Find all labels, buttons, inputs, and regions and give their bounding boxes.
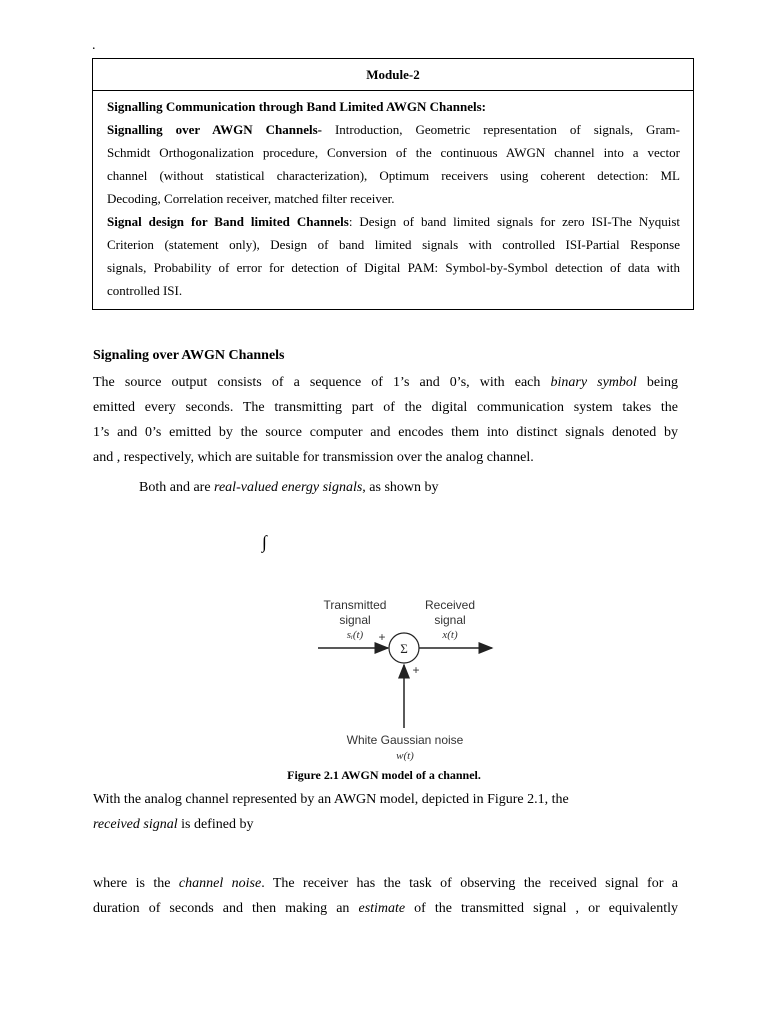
para-emphasis: received signal [93, 817, 178, 832]
plus-sign-bottom: + [412, 663, 420, 677]
para-text: being [636, 375, 679, 390]
noise-symbol: w(t) [396, 750, 414, 762]
integral-symbol: ∫ [262, 532, 267, 552]
para-text: , as shown by [362, 480, 439, 495]
para-emphasis: real-valued energy signals [214, 480, 363, 495]
para-text: emitted every seconds. The transmitting part of the digital communication system takes the [93, 400, 678, 415]
sum-symbol: Σ [400, 641, 408, 656]
syllabus-box [92, 58, 694, 310]
figure-caption: Figure 2.1 AWGN model of a channel. [287, 768, 481, 782]
para-emphasis: estimate [358, 901, 406, 916]
item-title-bandlimited: Signal design for Band limited Channels [107, 214, 349, 229]
plus-sign-left: + [378, 630, 386, 644]
para-text: and , respectively, which are suitable for transmission over the analog channel. [93, 450, 534, 465]
paragraph-source-output [93, 370, 678, 470]
rx-signal-symbol: x(t) [442, 629, 458, 641]
para-text: where is the [93, 876, 179, 891]
module-title: Module-2 [93, 59, 693, 91]
item-text: signals, Probability of error for detection of Digital PAM: Symbol-by-Symbol detection of data with [107, 260, 680, 275]
para-emphasis: binary symbol [550, 375, 637, 390]
para-text: 1’s and 0’s emitted by the source computer and encodes them into distinct signals denoted by [93, 425, 678, 440]
para-text: . The receiver has the task of observing the received signal for a [261, 876, 678, 891]
paragraph-awgn-model [93, 787, 678, 837]
item-text: channel (without statistical characterization), Optimum receivers using coherent detection: ML [107, 168, 680, 183]
syllabus-heading: Signalling Communication through Band Limited AWGN Channels: [107, 99, 487, 114]
tx-signal-symbol: sᵢ(t) [346, 629, 364, 641]
item-text: Criterion (statement only), Design of band limited signals with controlled ISI-Partial Response [107, 237, 680, 252]
paragraph-energy-signals [139, 475, 679, 500]
para-text: duration of seconds and then making an [93, 901, 359, 916]
para-text: of the transmitted signal , or equivalently [405, 901, 679, 916]
para-text: Both and are [139, 480, 215, 495]
syllabus-body [93, 91, 693, 302]
item-text: : Design of band limited signals for zero ISI-The Nyquist [348, 214, 680, 229]
tx-label-line1: Transmitted [323, 598, 387, 612]
paragraph-receiver-task [93, 871, 678, 921]
syllabus-item-bandlimited [107, 210, 680, 302]
item-title-awgn: Signalling over AWGN Channels- [107, 122, 322, 137]
item-text: Schmidt Orthogonalization procedure, Conversion of the continuous AWGN channel into a vector [107, 145, 680, 160]
page-marker: . [92, 38, 96, 53]
para-emphasis: channel noise [178, 876, 262, 891]
item-text: controlled ISI. [107, 283, 183, 298]
item-text: Introduction, Geometric representation of signals, Gram- [321, 122, 680, 137]
para-text: With the analog channel represented by an AWGN model, depicted in Figure 2.1, the [93, 792, 569, 807]
rx-label-line2: signal [434, 613, 466, 627]
rx-label-line1: Received [424, 598, 476, 612]
para-text: The source output consists of a sequence of 1’s and 0’s, with each [93, 375, 551, 390]
item-text: Decoding, Correlation receiver, matched filter receiver. [107, 191, 395, 206]
syllabus-item-awgn [107, 118, 680, 210]
awgn-channel-diagram [310, 592, 510, 767]
section-title: Signaling over AWGN Channels [93, 348, 285, 363]
tx-label-line2: signal [339, 613, 371, 627]
noise-label: White Gaussian noise [346, 733, 464, 747]
para-text: is defined by [177, 817, 254, 832]
